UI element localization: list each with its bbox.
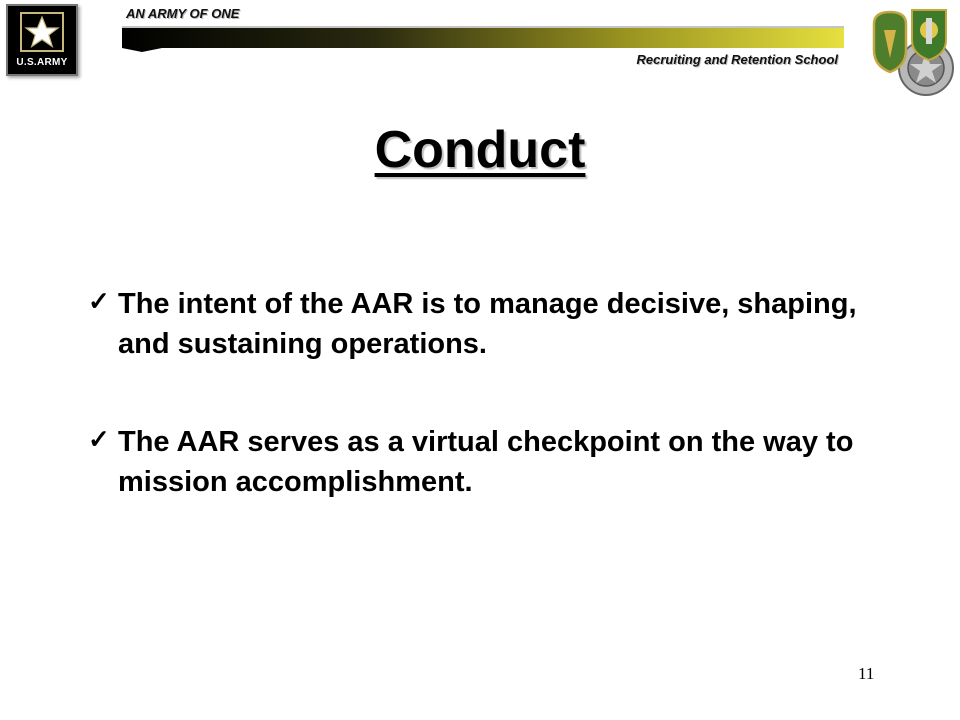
- us-army-logo: [6, 4, 78, 76]
- school-name: Recruiting and Retention School: [636, 52, 838, 67]
- bullet-text: The AAR serves as a virtual checkpoint on the way to mission accomplishment.: [118, 426, 854, 498]
- check-icon: ✓: [88, 424, 110, 454]
- regimental-crest-icon: [868, 6, 956, 98]
- page-number: 11: [858, 664, 875, 683]
- army-star-logo-icon: [20, 12, 64, 52]
- bullet-text: The intent of the AAR is to manage decisive, shaping, and sustaining operations.: [118, 288, 857, 360]
- tagline: AN ARMY OF ONE: [126, 6, 240, 21]
- check-icon: ✓: [88, 286, 110, 316]
- list-item: [88, 422, 888, 502]
- logo-text: U.S.ARMY: [16, 57, 68, 68]
- bullet-list: [88, 284, 888, 560]
- header-bar: [122, 26, 844, 52]
- list-item: [88, 284, 888, 364]
- slide-title: Conduct: [374, 121, 586, 179]
